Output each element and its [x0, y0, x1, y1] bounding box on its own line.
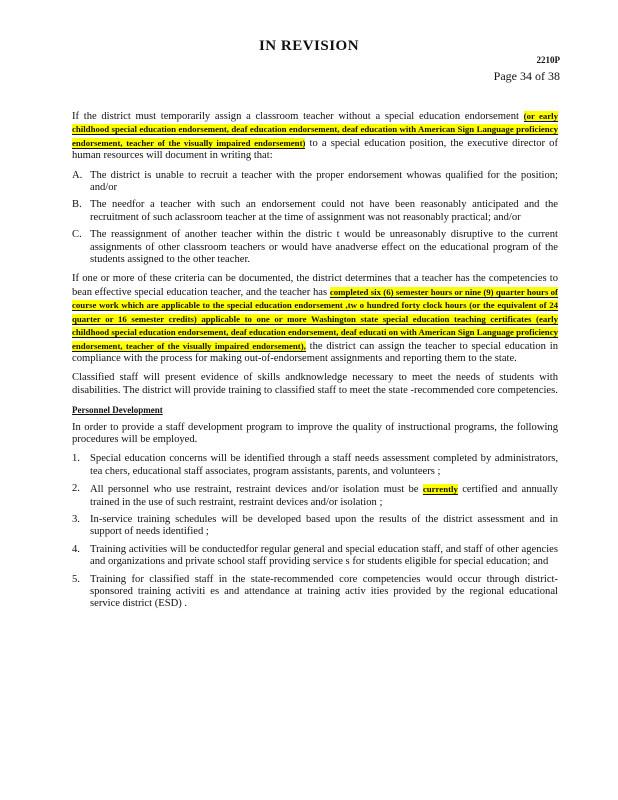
list-item-text: The needfor a teacher with such an endorsement could not have been reasonably anticipated and the recruitment of such aclassroom teacher at the time of assignment was not reasonably practical; and/or	[90, 199, 558, 223]
list-item-text: The reassignment of another teacher within the distric t would be unreasonably disruptive to the current assignments of other classroom teachers or would have anadverse effect on the educational program of the students assigned to the other teacher.	[90, 229, 558, 266]
list-item	[72, 199, 558, 224]
paragraph-staff-development: In order to provide a staff development program to improve the quality of instructional programs, the following procedures will be employed.	[72, 421, 558, 445]
paragraph-text: If one or more of these criteria can be documented, the district determines that a teacher has the competencies to bean effective special education teacher, and the teacher has	[72, 273, 558, 298]
paragraph-temporary-assignment	[72, 110, 558, 163]
list-item	[72, 514, 558, 539]
list-item-text: All personnel who use restraint, restraint devices and/or isolation must be	[90, 484, 423, 496]
list-item-text: certified and annually trained in the use of such restraint, restraint devices and/or isolation ;	[90, 484, 558, 508]
list-item	[72, 544, 558, 569]
list-item	[72, 453, 558, 478]
list-marker: B.	[72, 199, 82, 211]
paragraph-criteria-documented	[72, 273, 558, 365]
list-item-text: The district is unable to recruit a teacher with the proper endorsement whowas qualified for the position; and/or	[90, 169, 558, 194]
list-marker: A.	[72, 169, 83, 181]
document-body	[72, 110, 558, 618]
list-marker: 2.	[72, 483, 80, 495]
list-marker: C.	[72, 229, 82, 241]
list-marker: 3.	[72, 513, 80, 525]
procedures-list	[72, 453, 558, 610]
criteria-list	[72, 170, 558, 267]
paragraph-text: to a special education position, the executive director of human resources will document in writing that:	[72, 137, 558, 162]
paragraph-text: If the district must temporarily assign a classroom teacher without a special education endorsement	[72, 111, 524, 122]
list-marker: 4.	[72, 543, 80, 555]
list-item-text: Training activities will be conductedfor regular general and special education staff, and staff of other agencies and organizations and private school staff providing service s for students eligible for special education; and	[90, 543, 558, 568]
list-marker: 1.	[72, 453, 80, 465]
list-item-text: In-service training schedules will be developed based upon the results of the district assessment and in support of needs identified ;	[90, 513, 558, 538]
list-item	[72, 483, 558, 509]
section-heading: Personnel Development	[72, 405, 163, 416]
paragraph-classified-staff: Classified staff will present evidence of skills andknowledge necessary to meet the needs of students with disabilities. The district will provide training to classified staff to meet the state -recommended core competencies.	[72, 372, 558, 396]
page-title: IN REVISION	[258, 38, 360, 54]
list-item	[72, 574, 558, 611]
paragraph-text: the district can assign the teacher to special education in compliance with the process for making out-of-endorsement assignments and reporting them to the state.	[72, 340, 558, 364]
list-item	[72, 170, 558, 195]
list-marker: 5.	[72, 573, 80, 585]
highlighted-insertion: (or early childhood special education endorsement, deaf education endorsement, deaf education with American Sign Language proficiency endorsement, teacher of the visually impaired endorsement)	[72, 111, 559, 148]
list-item	[72, 229, 558, 266]
highlighted-insertion: currently	[422, 484, 458, 495]
policy-number: 2210P	[536, 55, 560, 65]
list-item-text: Training for classified staff in the state-recommended core competencies would occur through district-sponsored training activiti es and attendance at training activ ities provided by the regional educational service district (ESD) .	[90, 573, 558, 610]
highlighted-insertion: completed six (6) semester hours or nine (9) quarter hours of course work which are applicable to the special education endorsement ,tw o hundred forty clock hours (or the equivalent of 24 quarter or 16 semester credits) applicable to one or more Washington state special education teaching certificates (early childhood special education endorsement, deaf education endorsement, deaf educati on with American Sign Language proficiency endorsement, teacher of the visually impaired endorsement),	[72, 286, 558, 351]
list-item-text: Special education concerns will be identified through a staff needs assessment completed by administrators, tea chers, educational staff associates, program assistants, parents, and volunteers ;	[90, 453, 558, 477]
page-number: Page 34 of 38	[493, 69, 560, 83]
